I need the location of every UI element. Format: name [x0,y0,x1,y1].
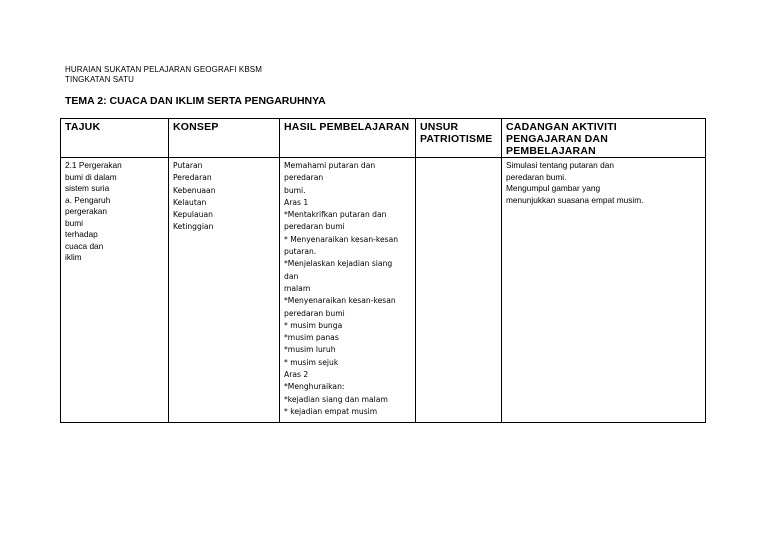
cell-hasil-pembelajaran [280,158,416,423]
cell-line: Kebenuaan [173,185,216,195]
cell-line: Kepulauan [173,210,213,220]
header-konsep [169,119,280,158]
header-hasil-label: HASIL PEMBELAJARAN [284,121,410,133]
cell-line: sistem suria [65,183,110,193]
cell-line: menunjukkan suasana empat musim. [506,194,644,205]
cell-line: *Menghuraikan: [284,382,345,392]
cell-line: Simulasi tentang putaran dan [506,160,614,170]
cell-line: * musim sejuk [284,357,339,367]
cell-line: cuaca dan [65,240,104,251]
cell-line: 2.1 Pergerakan [65,160,122,170]
cell-line: bumi [65,217,83,228]
document-header-title: HURAIAN SUKATAN PELAJARAN GEOGRAFI KBSM [65,65,262,74]
cell-line: * kejadian empat musim [284,406,378,416]
cell-line: pergerakan [65,206,107,216]
syllabus-table [60,118,706,423]
header-unsur-label-1: UNSUR [420,121,459,133]
cell-konsep [169,158,280,423]
cell-line: a. Pengaruh [65,194,111,205]
header-cadangan-aktiviti [502,119,706,158]
cell-line: Ketinggian [173,222,214,232]
header-cadangan-label-2: PENGAJARAN DAN [506,133,608,145]
cell-line: malam [284,283,311,293]
cell-tajuk [61,158,169,423]
cell-line: terhadap [65,229,98,239]
cell-line: *kejadian siang dan malam [284,394,388,404]
cell-line: Aras 2 [284,370,309,380]
cell-unsur-patriotisme [416,158,502,423]
cell-line: dan [284,271,299,281]
cell-line: * musim bunga [284,320,343,330]
document-header-form: TINGKATAN SATU [65,75,134,84]
cell-line: peredaran bumi. [506,171,567,182]
header-tajuk-label: TAJUK [65,121,101,133]
cell-line: Aras 1 [284,197,309,207]
header-unsur-patriotisme [416,119,502,158]
header-hasil-pembelajaran [280,119,416,158]
cell-line: Mengumpul gambar yang [506,183,601,193]
header-cadangan-label-1: CADANGAN AKTIVITI [506,121,617,133]
table-header-row [61,119,706,158]
cell-line: Memahami putaran dan [284,161,376,170]
cell-line: *Menjelaskan kejadian siang [284,259,393,269]
cell-line: * Menyenaraikan kesan-kesan [284,234,399,244]
cell-line: bumi. [284,185,306,195]
cell-line: peredaran bumi [284,222,345,232]
cell-line: *musim panas [284,333,339,343]
cell-line: peredaran [284,173,324,183]
cell-line: *Mentakrifkan putaran dan [284,210,387,220]
cell-line: Kelautan [173,197,207,207]
cell-line: Peredaran [173,173,212,183]
cell-line: bumi di dalam [65,171,117,182]
header-tajuk [61,119,169,158]
header-cadangan-label-3: PEMBELAJARAN [506,145,596,157]
cell-line: Putaran [173,161,203,170]
cell-line: peredaran bumi [284,308,345,318]
cell-line: iklim [65,252,82,262]
theme-title: TEMA 2: CUACA DAN IKLIM SERTA PENGARUHNYA [65,95,326,107]
cell-line: *Menyenaraikan kesan-kesan [284,296,396,306]
table-row [61,158,706,423]
cell-line: *musim luruh [284,345,336,355]
cell-line: putaran. [284,247,317,257]
header-unsur-label-2: PATRIOTISME [420,133,493,145]
header-konsep-label: KONSEP [173,121,219,133]
cell-cadangan-aktiviti [502,158,706,423]
